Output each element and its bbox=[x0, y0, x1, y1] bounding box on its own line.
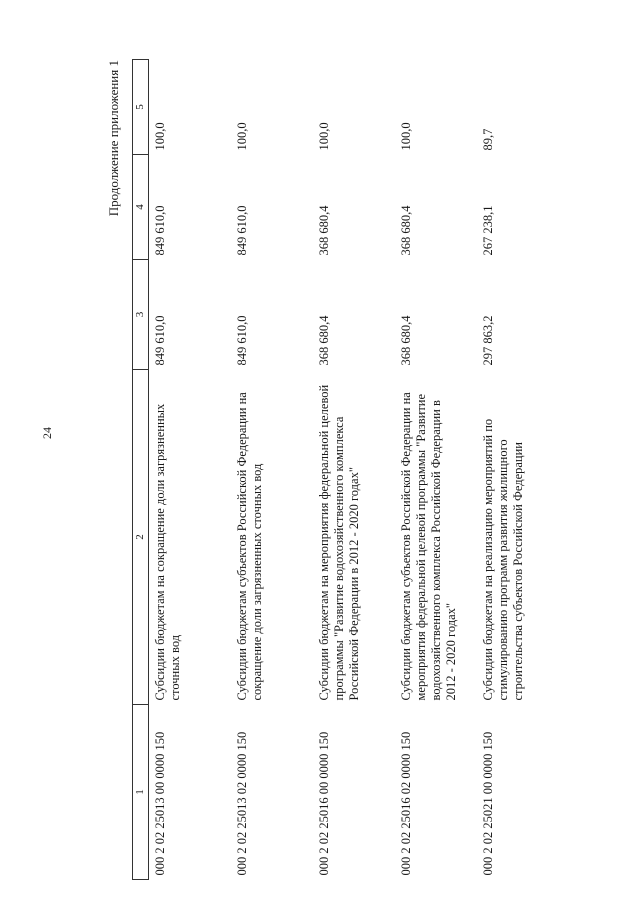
actual-amount: 267 238,1 bbox=[481, 205, 495, 256]
budget-item-name: Субсидии бюджетам субъектов Российской Федерации на мероприятия федеральной целевой программы "Развитие водохозяйственного комплекса Российской Федерации в 2012 - 2020 годах" bbox=[399, 392, 458, 701]
column-number-3: 3 bbox=[133, 260, 149, 370]
rotated-page-content bbox=[106, 60, 602, 880]
column-number-2: 2 bbox=[133, 370, 149, 705]
budget-code: 000 2 02 25016 00 0000 150 bbox=[317, 731, 331, 876]
plan-amount: 368 680,4 bbox=[399, 315, 413, 366]
budget-code: 000 2 02 25013 02 0000 150 bbox=[235, 731, 249, 876]
column-number-1: 1 bbox=[133, 705, 149, 880]
budget-item-name: Субсидии бюджетам на мероприятия федеральной целевой программы "Развитие водохозяйственного комплекса Российской Федерации в 2012 - 2020 годах" bbox=[317, 384, 361, 701]
table-row bbox=[313, 60, 395, 880]
execution-percent: 100,0 bbox=[399, 122, 413, 151]
table-row bbox=[395, 60, 477, 880]
execution-percent: 100,0 bbox=[235, 122, 249, 151]
table-row bbox=[149, 60, 232, 880]
column-number-5: 5 bbox=[133, 60, 149, 155]
continuation-label: Продолжение приложения 1 bbox=[106, 60, 121, 217]
budget-code: 000 2 02 25021 00 0000 150 bbox=[481, 731, 495, 876]
column-number-4: 4 bbox=[133, 155, 149, 260]
budget-table bbox=[132, 59, 559, 880]
budget-item-name: Субсидии бюджетам субъектов Российской Федерации на сокращение доли загрязненных сточных вод bbox=[235, 392, 264, 701]
table-header-row bbox=[133, 60, 149, 880]
actual-amount: 368 680,4 bbox=[399, 205, 413, 256]
actual-amount: 849 610,0 bbox=[235, 205, 249, 256]
budget-item-name: Субсидии бюджетам на сокращение доли загрязненных сточных вод bbox=[153, 403, 182, 701]
plan-amount: 297 863,2 bbox=[481, 315, 495, 366]
table-row bbox=[477, 60, 559, 880]
budget-code: 000 2 02 25013 00 0000 150 bbox=[153, 731, 167, 876]
actual-amount: 368 680,4 bbox=[317, 205, 331, 256]
table-row bbox=[231, 60, 313, 880]
plan-amount: 368 680,4 bbox=[317, 315, 331, 366]
execution-percent: 100,0 bbox=[153, 122, 167, 151]
plan-amount: 849 610,0 bbox=[153, 315, 167, 366]
execution-percent: 89,7 bbox=[481, 128, 495, 151]
page-number: 24 bbox=[40, 427, 54, 439]
actual-amount: 849 610,0 bbox=[153, 205, 167, 256]
budget-code: 000 2 02 25016 02 0000 150 bbox=[399, 731, 413, 876]
budget-item-name: Субсидии бюджетам на реализацию мероприятий по стимулированию программ развития жилищного строительства субъектов Российской Федерации bbox=[481, 418, 525, 701]
execution-percent: 100,0 bbox=[317, 122, 331, 151]
plan-amount: 849 610,0 bbox=[235, 315, 249, 366]
